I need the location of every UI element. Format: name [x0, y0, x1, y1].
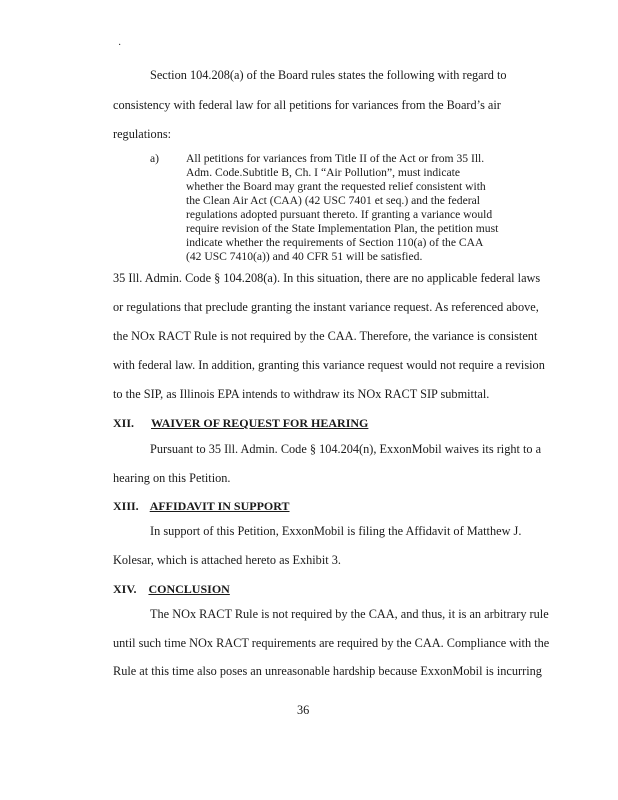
analysis-line: or regulations that preclude granting the instant variance request. As referenced above,	[113, 300, 539, 314]
section-xiii-heading	[113, 499, 290, 514]
section-xii-line: hearing on this Petition.	[113, 471, 231, 485]
quote-line: whether the Board may grant the requested relief consistent with	[186, 180, 486, 193]
section-xiv-line: until such time NOx RACT requirements are required by the CAA. Compliance with the	[113, 636, 550, 650]
section-xiii-line: In support of this Petition, ExxonMobil is filing the Affidavit of Matthew J.	[150, 524, 522, 538]
section-number: XIV.	[113, 582, 137, 596]
quote-line: the Clean Air Act (CAA) (42 USC 7401 et seq.) and the federal	[186, 194, 480, 207]
quote-marker: a)	[150, 152, 160, 165]
analysis-line: the NOx RACT Rule is not required by the CAA. Therefore, the variance is consistent	[113, 329, 538, 343]
scan-speck: ·	[118, 40, 122, 51]
analysis-line: with federal law. In addition, granting this variance request would not require a revision	[113, 358, 545, 372]
section-xii-line: Pursuant to 35 Ill. Admin. Code § 104.204(n), ExxonMobil waives its right to a	[150, 442, 542, 456]
quote-line: regulations adopted pursuant thereto. If granting a variance would	[186, 208, 493, 221]
quote-line: (42 USC 7410(a)) and 40 CFR 51 will be satisfied.	[186, 250, 423, 263]
intro-line: Section 104.208(a) of the Board rules states the following with regard to	[150, 68, 507, 82]
section-xiv-line: Rule at this time also poses an unreasonable hardship because ExxonMobil is incurring	[113, 664, 542, 678]
analysis-line: 35 Ill. Admin. Code § 104.208(a). In this situation, there are no applicable federal laws	[113, 271, 541, 285]
section-xiv-line: The NOx RACT Rule is not required by the CAA, and thus, it is an arbitrary rule	[150, 607, 549, 621]
section-number: XIII.	[113, 499, 139, 513]
section-xiii-line: Kolesar, which is attached hereto as Exhibit 3.	[113, 553, 341, 567]
section-title: CONCLUSION	[148, 582, 230, 596]
quote-line: All petitions for variances from Title II of the Act or from 35 Ill.	[186, 152, 485, 165]
quote-line: Adm. Code.Subtitle B, Ch. I “Air Pollution”, must indicate	[186, 166, 461, 179]
quote-line: indicate whether the requirements of Section 110(a) of the CAA	[186, 236, 484, 249]
page-number: 36	[297, 703, 310, 717]
section-title: WAIVER OF REQUEST FOR HEARING	[151, 416, 369, 430]
section-number: XII.	[113, 416, 135, 430]
quote-line: require revision of the State Implementation Plan, the petition must	[186, 222, 499, 235]
intro-line: consistency with federal law for all petitions for variances from the Board’s air	[113, 98, 501, 112]
section-xiv-heading	[113, 582, 230, 597]
intro-line: regulations:	[113, 127, 172, 141]
section-xii-heading	[113, 416, 368, 431]
analysis-line: to the SIP, as Illinois EPA intends to withdraw its NOx RACT SIP submittal.	[113, 387, 490, 401]
section-title: AFFIDAVIT IN SUPPORT	[149, 499, 290, 513]
